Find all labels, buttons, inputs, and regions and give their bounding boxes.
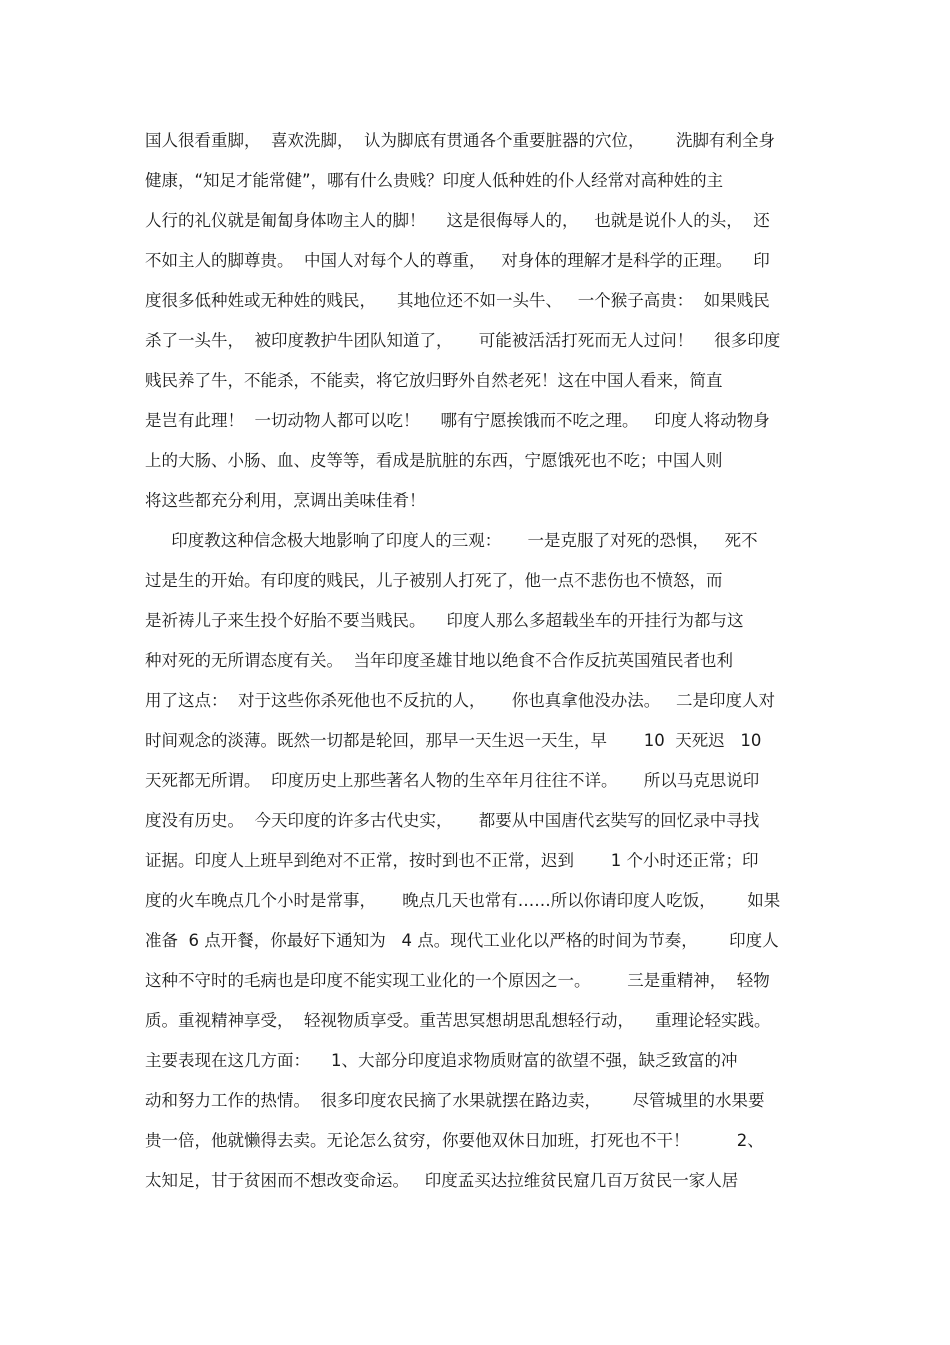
- text-line: 这种不守时的毛病也是印度不能实现工业化的一个原因之一。 三是重精神， 轻物: [145, 971, 770, 990]
- text-line: 度很多低种姓或无种姓的贱民， 其地位还不如一头牛、 一个猴子高贵： 如果贱民: [145, 291, 770, 310]
- text-line: 人行的礼仪就是匍匐身体吻主人的脚！ 这是很侮辱人的， 也就是说仆人的头， 还: [145, 211, 770, 230]
- text-line: 证据。印度人上班早到绝对不正常，按时到也不正常，迟到 1 个小时还正常；印: [145, 851, 759, 870]
- text-line: 动和努力工作的热情。 很多印度农民摘了水果就摆在路边卖， 尽管城里的水果要: [145, 1091, 765, 1110]
- text-line: 健康，“知足才能常健”，哪有什么贵贱？印度人低种姓的仆人经常对高种姓的主: [145, 171, 724, 190]
- text-line: 过是生的开始。有印度的贱民，儿子被别人打死了，他一点不悲伤也不愤怒，而: [145, 571, 723, 590]
- text-line: 准备 6 点开餐，你最好下通知为 4 点。现代工业化以严格的时间为节奏， 印度人: [145, 931, 779, 950]
- text-line: 质。重视精神享受， 轻视物质享受。重苦思冥想胡思乱想轻行动， 重理论轻实践。: [145, 1011, 771, 1030]
- text-line: 贵一倍，他就懒得去卖。无论怎么贫穷，你要他双休日加班，打死也不干！ 2、: [145, 1131, 764, 1150]
- text-line: 是祈祷儿子来生投个好胎不要当贱民。 印度人那么多超载坐车的开挂行为都与这: [145, 611, 744, 630]
- text-line: 时间观念的淡薄。既然一切都是轮回，那早一天生迟一天生，早 10 天死迟 10: [145, 731, 762, 750]
- text-line: 国人很看重脚， 喜欢洗脚， 认为脚底有贯通各个重要脏器的穴位， 洗脚有利全身: [145, 131, 775, 150]
- text-line: 太知足，甘于贫困而不想改变命运。 印度孟买达拉维贫民窟几百万贫民一家人居: [145, 1171, 739, 1190]
- text-line: 将这些都充分利用，烹调出美味佳肴！: [145, 491, 426, 510]
- body-text: [145, 124, 810, 1204]
- text-line: 用了这点： 对于这些你杀死他也不反抗的人， 你也真拿他没办法。 二是印度人对: [145, 691, 775, 710]
- text-line: 是岂有此理！ 一切动物人都可以吃！ 哪有宁愿挨饿而不吃之理。 印度人将动物身: [145, 411, 770, 430]
- paragraph-start-line: 印度教这种信念极大地影响了印度人的三观： 一是克服了对死的恐惧， 死不: [145, 531, 758, 550]
- text-line: 上的大肠、小肠、血、皮等等，看成是肮脏的东西，宁愿饿死也不吃；中国人则: [145, 451, 723, 470]
- text-line: 不如主人的脚尊贵。 中国人对每个人的尊重， 对身体的理解才是科学的正理。 印: [145, 251, 770, 270]
- text-line: 天死都无所谓。 印度历史上那些著名人物的生卒年月往往不详。 所以马克思说印: [145, 771, 760, 790]
- text-line: 种对死的无所谓态度有关。 当年印度圣雄甘地以绝食不合作反抗英国殖民者也利: [145, 651, 733, 670]
- text-line: 主要表现在这几方面： 1、大部分印度追求物质财富的欲望不强，缺乏致富的冲: [145, 1051, 738, 1070]
- text-line: 杀了一头牛， 被印度教护牛团队知道了， 可能被活活打死而无人过问！ 很多印度: [145, 331, 781, 350]
- text-line: 度的火车晚点几个小时是常事， 晚点几天也常有……所以你请印度人吃饭， 如果: [145, 891, 781, 910]
- text-line: 贱民养了牛，不能杀，不能卖，将它放归野外自然老死！这在中国人看来，简直: [145, 371, 723, 390]
- text-line: 度没有历史。 今天印度的许多古代史实， 都要从中国唐代玄奘写的回忆录中寻找: [145, 811, 760, 830]
